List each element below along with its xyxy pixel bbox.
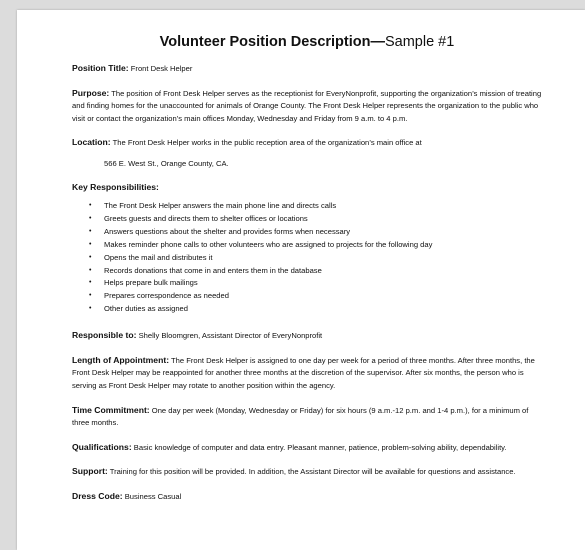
list-item <box>72 226 542 239</box>
key-responsibilities-label: Key Responsibilities: <box>72 181 159 192</box>
list-item-text: Answers questions about the shelter and provides forms when necessary <box>104 226 351 236</box>
location-section <box>72 136 542 150</box>
title-dash: — <box>370 34 385 50</box>
location-value: The Front Desk Helper works in the public reception area of the organization’s main office at <box>110 138 422 148</box>
list-item-text: Greets guests and directs them to shelter offices or locations <box>104 213 308 223</box>
dress-code-section <box>72 490 542 504</box>
document-title <box>72 34 542 50</box>
list-item-text: Records donations that come in and enters them in the database <box>104 265 322 275</box>
bullet-icon: • <box>89 305 92 313</box>
qualifications-value: Basic knowledge of computer and data entry. Pleasant manner, patience, problem-solving ability, dependability. <box>131 442 507 452</box>
list-item-text: The Front Desk Helper answers the main phone line and directs calls <box>104 200 337 210</box>
bullet-icon: • <box>89 279 92 287</box>
dress-code-value: Business Casual <box>122 491 182 501</box>
list-item <box>72 200 542 213</box>
position-title-value: Front Desk Helper <box>128 64 193 73</box>
qualifications-label: Qualifications: <box>72 441 132 452</box>
bullet-icon: • <box>89 266 92 274</box>
support-value: Training for this position will be provided. In addition, the Assistant Director will be available for questions and assistance. <box>107 467 516 477</box>
length-of-appointment-section <box>72 354 542 393</box>
list-item <box>72 239 542 252</box>
location-address: 566 E. West St., Orange County, CA. <box>104 158 229 168</box>
list-item <box>72 252 542 265</box>
title-main: Volunteer Position Description <box>159 34 371 50</box>
list-item <box>72 290 542 303</box>
list-item-text: Other duties as assigned <box>104 304 189 314</box>
length-of-appointment-label: Length of Appointment: <box>72 354 170 365</box>
list-item <box>72 277 542 290</box>
purpose-section <box>72 87 542 126</box>
list-item-text: Opens the mail and distributes it <box>104 252 213 262</box>
responsible-to-section <box>72 329 542 343</box>
list-item-text: Makes reminder phone calls to other volunteers who are assigned to projects for the following day <box>104 239 433 249</box>
bullet-icon: • <box>89 292 92 300</box>
responsible-to-value: Shelly Bloomgren, Assistant Director of EveryNonprofit <box>136 331 323 341</box>
location-label: Location: <box>72 137 111 148</box>
length-of-appointment-value: The Front Desk Helper is assigned to one day per week for a period of three months. After three months, the Front Desk Helper may be reappointed for another three months at the discretion of the supervisor. After six months, the person who is serving as Front Desk Helper may rotate to another position within the agency. <box>72 355 535 390</box>
document-content <box>72 34 542 514</box>
list-item <box>72 213 542 226</box>
time-commitment-value: One day per week (Monday, Wednesday or Friday) for six hours (9 a.m.-12 p.m. and 1-4 p.m.), for a minimum of three months. <box>72 405 529 428</box>
bullet-icon: • <box>89 201 92 209</box>
responsible-to-label: Responsible to: <box>72 330 137 341</box>
position-title-section <box>72 62 542 76</box>
bullet-icon: • <box>89 227 92 235</box>
bullet-icon: • <box>89 253 92 261</box>
time-commitment-label: Time Commitment: <box>72 404 150 415</box>
page-bottom-fade <box>17 524 585 550</box>
list-item-text: Prepares correspondence as needed <box>104 291 229 301</box>
title-sample: Sample #1 <box>384 34 455 50</box>
qualifications-section <box>72 441 542 455</box>
list-item <box>72 265 542 278</box>
bullet-icon: • <box>89 214 92 222</box>
responsibilities-list <box>72 200 542 316</box>
purpose-value: The position of Front Desk Helper serves as the receptionist for EveryNonprofit, supporting the organization’s mission of treating and finding homes for the unaccounted for animals of Orange County. The Front Desk Helper represents the organization to the public who visit or contact the organization’s main offices Monday, Wednesday and Friday from 9 a.m. to 4 p.m. <box>72 88 542 123</box>
support-label: Support: <box>72 466 108 477</box>
list-item <box>72 303 542 316</box>
list-item-text: Helps prepare bulk mailings <box>104 278 198 288</box>
bullet-icon: • <box>89 240 92 248</box>
position-title-label: Position Title: <box>72 63 129 73</box>
purpose-label: Purpose: <box>72 87 110 98</box>
document-page <box>17 10 585 550</box>
dress-code-label: Dress Code: <box>72 490 123 501</box>
time-commitment-section <box>72 404 542 430</box>
support-section <box>72 465 542 479</box>
